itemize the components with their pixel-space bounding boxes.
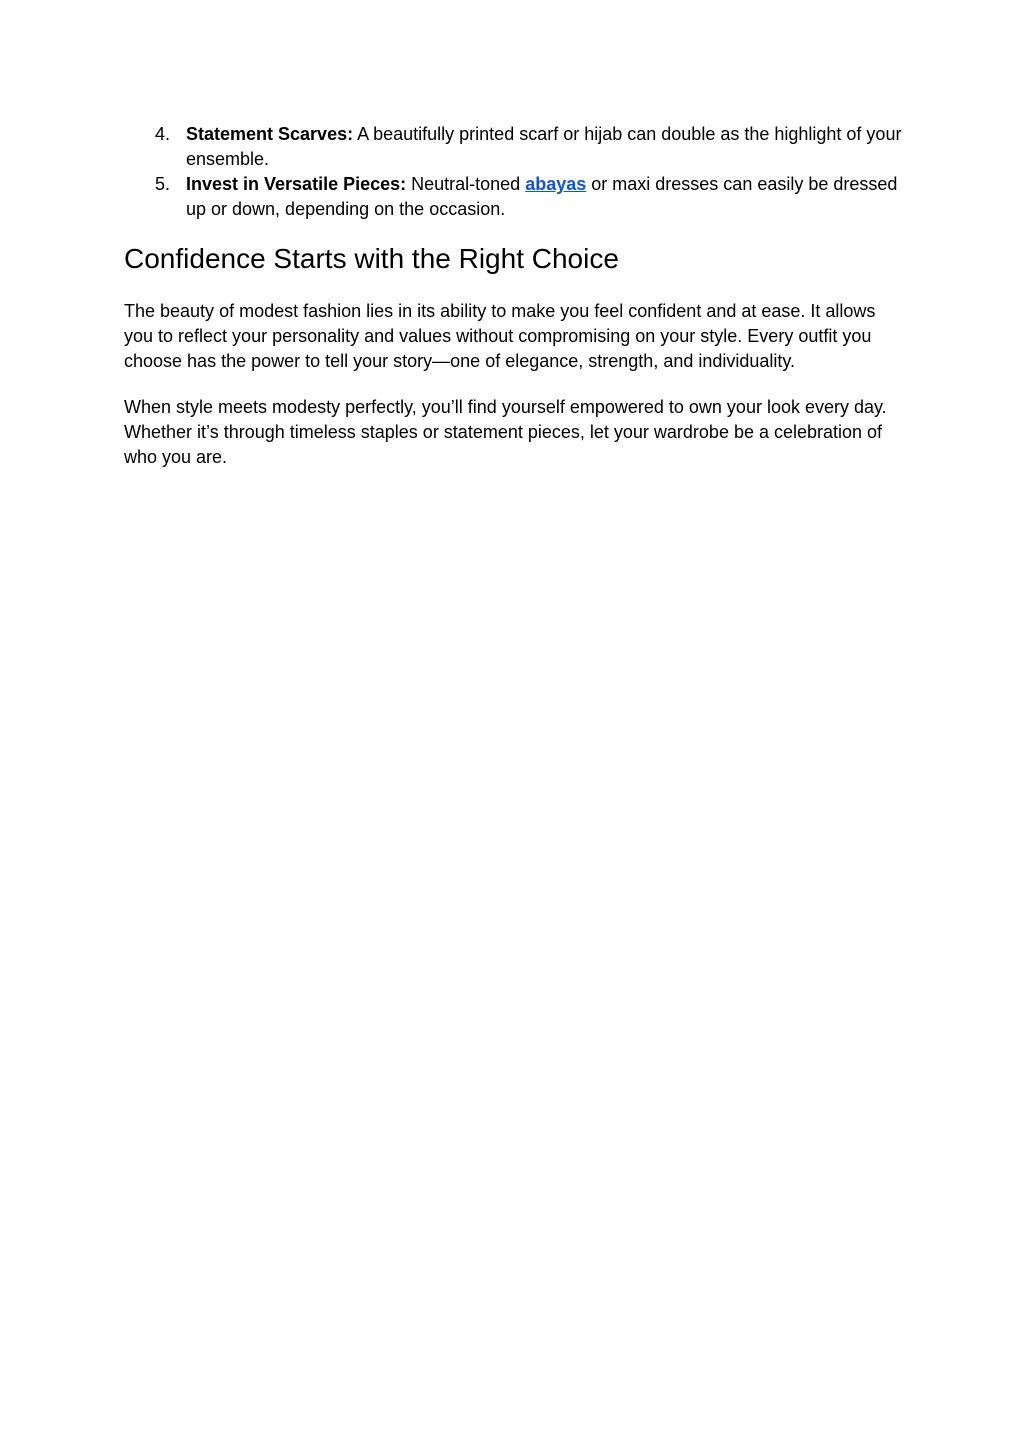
list-item: [124, 172, 904, 222]
list-number: 5.: [155, 174, 171, 194]
list-number: 4.: [155, 124, 171, 144]
body-paragraph: When style meets modesty perfectly, you’ll find yourself empowered to own your look every day. Whether it’s through timeless staples or statement pieces, let your wardrobe be a celebration of who you are.: [124, 397, 887, 467]
list-item: [124, 122, 904, 172]
section-heading: Confidence Starts with the Right Choice: [124, 243, 619, 274]
body-paragraph: The beauty of modest fashion lies in its ability to make you feel confident and at ease. It allows you to reflect your personality and values without compromising on your style. Every outfit you choose has the power to tell your story—one of elegance, strength, and individuality.: [124, 301, 876, 371]
list-item-text-after: or maxi dresses can easily be dressed up or down, depending on the occasion.: [186, 174, 898, 219]
abayas-link[interactable]: abayas: [525, 174, 587, 194]
document-content: [124, 122, 904, 470]
list-item-text: A beautifully printed scarf or hijab can double as the highlight of your ensemble.: [186, 124, 902, 169]
list-item-label: Invest in Versatile Pieces:: [186, 174, 407, 194]
numbered-list: [124, 122, 904, 222]
list-item-label: Statement Scarves:: [186, 124, 354, 144]
list-item-text-before: Neutral-toned: [406, 174, 526, 194]
